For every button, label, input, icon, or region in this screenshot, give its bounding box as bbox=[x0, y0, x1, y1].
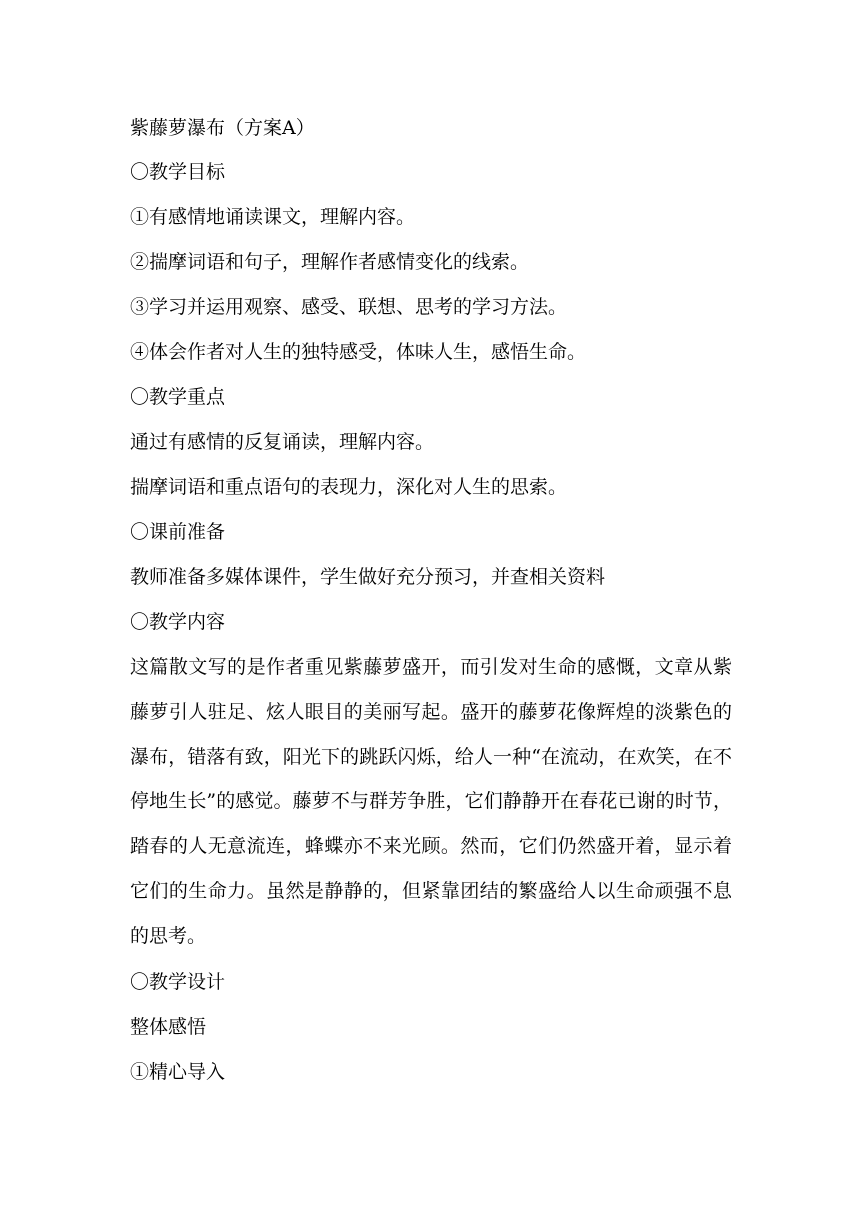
document-title: 紫藤萝瀑布（方案A） bbox=[130, 117, 315, 139]
objective-item: ③学习并运用观察、感受、联想、思考的学习方法。 bbox=[130, 296, 568, 318]
objective-item: ④体会作者对人生的独特感受，体味人生，感悟生命。 bbox=[130, 341, 587, 363]
section-heading-keypoints: 〇教学重点 bbox=[130, 386, 226, 408]
objective-item: ②揣摩词语和句子，理解作者感情变化的线索。 bbox=[130, 251, 530, 273]
section-heading-design: 〇教学设计 bbox=[130, 971, 226, 993]
design-step-item: ①精心导入 bbox=[130, 1061, 226, 1083]
preparation-text: 教师准备多媒体课件，学生做好充分预习，并查相关资料 bbox=[130, 566, 606, 588]
design-subheading: 整体感悟 bbox=[130, 1016, 207, 1038]
keypoint-item: 通过有感情的反复诵读，理解内容。 bbox=[130, 431, 435, 453]
section-heading-objectives: 〇教学目标 bbox=[130, 161, 226, 183]
section-heading-content: 〇教学内容 bbox=[130, 611, 226, 633]
keypoint-item: 揣摩词语和重点语句的表现力，深化对人生的思索。 bbox=[130, 476, 568, 498]
content-paragraph: 这篇散文写的是作者重见紫藤萝盛开，而引发对生命的感慨，文章从紫藤萝引人驻足、炫人眼目的美丽写起。盛开的藤萝花像辉煌的淡紫色的瀑布，错落有致，阳光下的跳跃闪烁，给人一种“在流动，在欢笑，在不停地生长”的感觉。藤萝不与群芳争胜，它们静静开在春花已谢的时节，踏春的人无意流连，蜂蝶亦不来光顾。然而，它们仍然盛开着，显示着它们的生命力。虽然是静静的，但紧靠团结的繁盛给人以生命顽强不息的思考。 bbox=[130, 656, 732, 947]
section-heading-preparation: 〇课前准备 bbox=[130, 521, 226, 543]
objective-item: ①有感情地诵读课文，理解内容。 bbox=[130, 206, 416, 228]
